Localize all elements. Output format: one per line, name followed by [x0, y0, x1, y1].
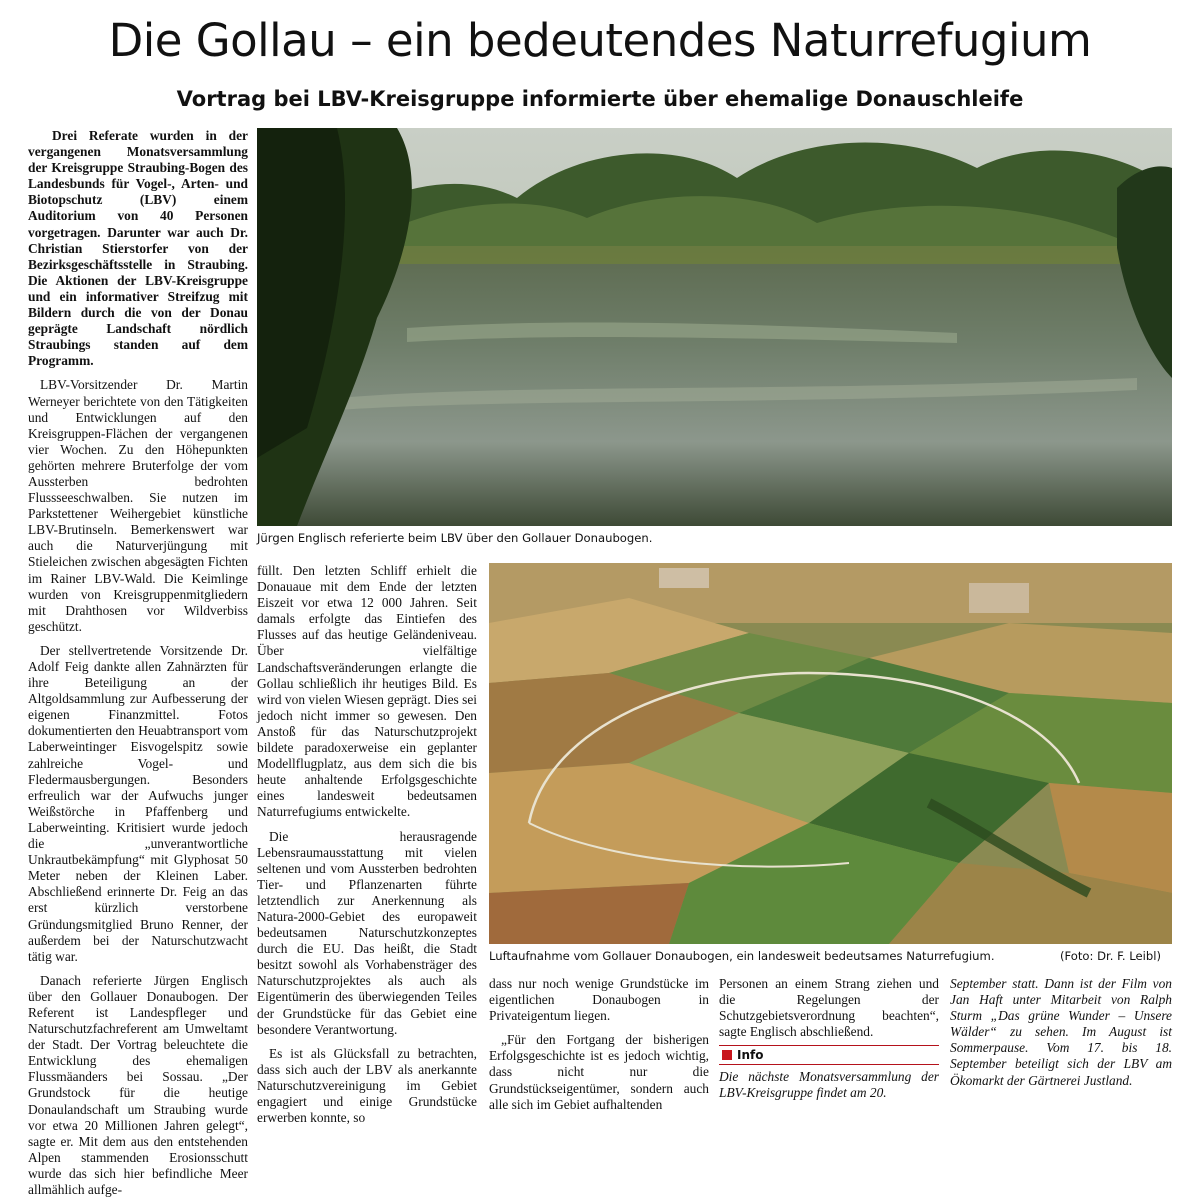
article-column-2: [257, 563, 477, 1126]
subheadline: Vortrag bei LBV-Kreisgruppe informierte über ehemalige Donauschleife: [176, 87, 1024, 111]
aerial-photo-caption: Luftaufnahme vom Gollauer Donaubogen, ein landesweit bedeutsames Naturrefugium.: [489, 949, 995, 963]
info-text: Die nächste Monatsversammlung der LBV-Kreisgruppe findet am 20.: [719, 1069, 939, 1101]
paragraph: Es ist als Glücksfall zu betrachten, dass sich auch der LBV als anerkannte Naturschutzvereinigung im Gebiet engagiert und einige Grundstücke erwerben konnte, so: [257, 1045, 477, 1126]
info-box-header: [719, 1045, 939, 1065]
headline: Die Gollau – ein bedeutendes Naturrefugium: [108, 14, 1092, 67]
aerial-photo: [489, 563, 1172, 944]
paragraph: Danach referierte Jürgen Englisch über den Gollauer Donaubogen. Der Referent ist Landespfleger und Naturschutzfachreferent am Umweltamt der Stadt. Der Vortrag beleuchtete die Entwicklung des ehemaligen Flussmäanders bei Sossau. „Der Grundstock für die heutige Donaulandschaft um Straubing wurde vor etwa 20 Millionen Jahren gelegt“, sagte er. Mit dem aus den entstehenden Alpen stammenden Erosionsschutt wurde das sich hier befindliche Meer allmählich aufge-: [28, 972, 248, 1197]
info-square-icon: [722, 1050, 732, 1060]
info-text-column-4: [719, 1069, 939, 1105]
lake-photo: [257, 128, 1172, 526]
info-text: September statt. Dann ist der Film von Jan Haft unter Mitarbeit von Ralph Sturm „Das grüne Wunder – Unsere Wälder“ zu sehen. Im August ist Sommerpause. Vom 17. bis 18. September beteiligt sich der LBV am Ökomarkt der Gärtnerei Justland.: [950, 976, 1172, 1088]
photo-credit: (Foto: Dr. F. Leibl): [1060, 949, 1161, 963]
article-column-1: [28, 128, 248, 1197]
paragraph: Die herausragende Lebensraumausstattung mit vielen seltenen und vom Aussterben bedrohten Tier- und Pflanzenarten führte letztendlich zur Anerkennung als Natura-2000-Gebiet des europaweit bedeutsamen Naturschutzkonzeptes durch die EU. Das heißt, die Stadt besitzt sowohl als Vorhabensträger des Naturschutzprojektes als auch als Eigentümerin des überwiegenden Teiles der Grundstücke für das Gebiet eine besondere Verantwortung.: [257, 828, 477, 1037]
lake-photo-caption: Jürgen Englisch referierte beim LBV über den Gollauer Donaubogen.: [257, 531, 653, 545]
info-text-column-5: [950, 976, 1172, 1103]
article-column-4: [719, 976, 939, 1042]
article-lead: Drei Referate wurden in der vergangenen Monatsversammlung der Kreisgruppe Straubing-Bogen des Landesbunds für Vogel-, Arten- und Biotopschutz (LBV) einem Auditorium von 40 Personen vorgetragen. Darunter war auch Dr. Christian Stierstorfer von der Bezirksgeschäftsstelle in Straubing. Die Aktionen der LBV-Kreisgruppe und ein informativer Streifzug mit Bildern durch die von der Donau geprägte Landschaft nördlich Straubings standen auf dem Programm.: [28, 128, 248, 369]
paragraph: Personen an einem Strang ziehen und die Regelungen der Schutzgebietsverordnung beachten“, sagte Englisch abschließend.: [719, 976, 939, 1040]
aerial-photo-image: [489, 563, 1172, 944]
article-column-3: [489, 976, 709, 1112]
paragraph: LBV-Vorsitzender Dr. Martin Werneyer berichtete von den Tätigkeiten und Entwicklungen auf den Kreisgruppen-Flächen der vergangenen vier Wochen. Zu den Höhepunkten gehörten mehrere Bruterfolge der vom Aussterben bedrohten Flussseeschwalben. Sie nutzen im Parkstettener Weihergebiet künstliche LBV-Brutinseln. Bemerkenswert war auch die Naturverjüngung mit Stieleichen zwischen abgesägten Fichten im Rainer LBV-Wald. Die Keimlinge wurden von Kreisgruppenmitgliedern mit Drahthosen vor Wildverbiss geschützt.: [28, 377, 248, 634]
lake-photo-image: [257, 128, 1172, 526]
paragraph: füllt. Den letzten Schliff erhielt die Donauaue mit dem Ende der letzten Eiszeit vor etwa 12 000 Jahren. Seit damals erfolgte das Eintiefen des Flusses auf das heutige Geländeniveau. Über vielfältige Landschaftsveränderungen erlangte die Gollau schließlich ihr heutiges Bild. Es wird von vielen Wiesen geprägt. Dies sei jedoch nicht immer so gewesen. Den Anstoß für das Naturschutzprojekt bildete paradoxerweise ein geplanter Modellflugplatz, aus dem sich die bis heute anhaltende Erfolgsgeschichte eines landesweit bedeutsamen Naturrefugiums entwickelte.: [257, 563, 477, 820]
info-label: Info: [737, 1048, 764, 1062]
paragraph: Der stellvertretende Vorsitzende Dr. Adolf Feig dankte allen Zahnärzten für ihre Beteiligung an der Altgoldsammlung zur Aufbesserung der eigenen Finanzmittel. Fotos dokumentierten den Heuabtransport vom Laberweintinger Eisvogelspitz sowie zahlreiche Vogel- und Fledermausbergungen. Besonders erfreulich war der Aufwuchs junger Weißstörche in Pfaffenberg und Laberweinting. Kritisiert wurde jedoch die „unverantwortliche Unkrautbekämpfung“ mit Glyphosat 50 Meter neben der Kleinen Laber. Abschließend erinnerte Dr. Feig an das erst kürzlich verstorbene Gründungsmitglied Bruno Renner, der außerdem bei der Naturschutzwacht tätig war.: [28, 642, 248, 964]
paragraph: dass nur noch wenige Grundstücke im eigentlichen Donaubogen in Privateigentum liegen.: [489, 976, 709, 1024]
paragraph: „Für den Fortgang der bisherigen Erfolgsgeschichte ist es jedoch wichtig, dass nicht nur die Grundstückseigentümer, sondern auch alle sich im Gebiet aufhaltenden: [489, 1032, 709, 1112]
